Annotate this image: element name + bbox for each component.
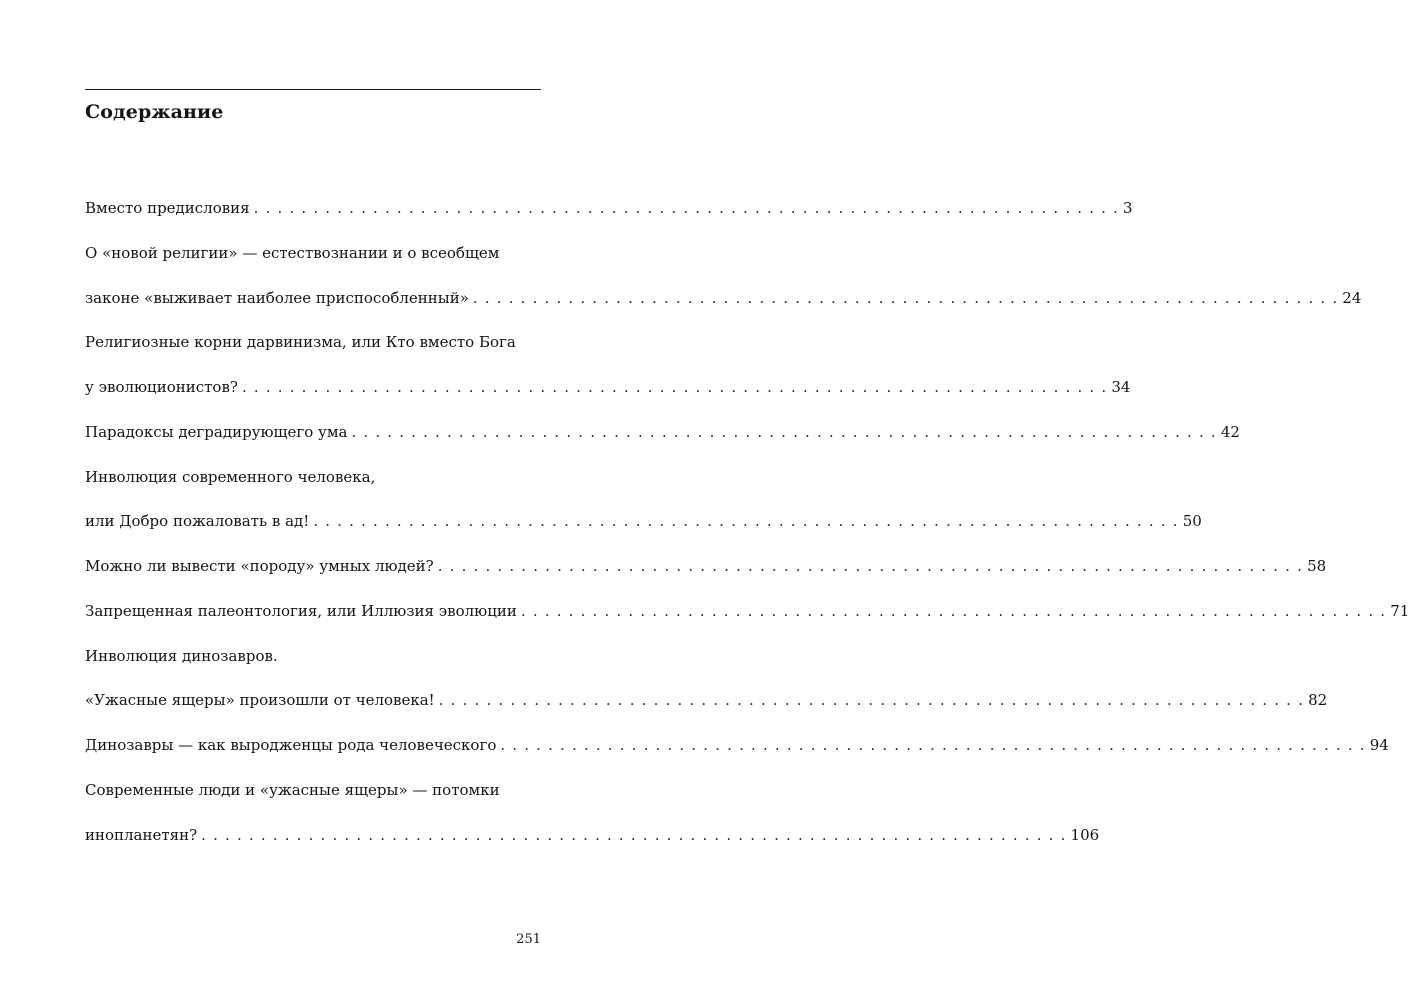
- toc-entry-text: Инволюция динозавров.: [85, 647, 278, 665]
- toc-entry-page: 94: [1369, 736, 1389, 754]
- toc-entry-text: или Добро пожаловать в ад!: [85, 512, 310, 530]
- leader-dots: . . . . . . . . . . . . . . . . . . . . . . . . . . . . . . . . . . . . . . . . . . . . . . . . . . . . . . . . . . . . . . . . . . . . . . . . .: [437, 557, 1304, 575]
- leader-dots: . . . . . . . . . . . . . . . . . . . . . . . . . . . . . . . . . . . . . . . . . . . . . . . . . . . . . . . . . . . . . . . . . . . . . . . . .: [201, 826, 1067, 844]
- toc-entry-page: 58: [1307, 557, 1327, 575]
- toc-entry-text: Современные люди и «ужасные ящеры» — потомки: [85, 781, 500, 799]
- page-number: 251: [516, 932, 541, 947]
- toc-entry: [85, 419, 1240, 445]
- toc-entry-page: 71: [1390, 602, 1409, 620]
- leader-dots: . . . . . . . . . . . . . . . . . . . . . . . . . . . . . . . . . . . . . . . . . . . . . . . . . . . . . . . . . . . . . . . . . . . . . . . . .: [500, 736, 1366, 754]
- toc-entry-text: Парадоксы деградирующего ума: [85, 423, 348, 441]
- toc-entry-page: 42: [1220, 423, 1240, 441]
- toc-entry: [85, 553, 1327, 579]
- toc-entry-page: 34: [1111, 378, 1131, 396]
- header-rule: [85, 89, 541, 90]
- toc-entry: [85, 732, 1389, 758]
- page-title: Содержание: [85, 101, 224, 123]
- toc-entry-page: 106: [1070, 826, 1100, 844]
- toc-entry: [85, 285, 1362, 311]
- toc-entry-text: инопланетян?: [85, 826, 198, 844]
- toc-entry: [85, 687, 1328, 713]
- toc-entry-page: 50: [1182, 512, 1202, 530]
- toc-entry-text: О «новой религии» — естествознании и о всеобщем: [85, 244, 500, 262]
- toc-entry-page: 3: [1123, 199, 1133, 217]
- toc-entry-text: Можно ли вывести «породу» умных людей?: [85, 557, 434, 575]
- toc-entry: [85, 822, 1100, 848]
- toc-entry: [85, 374, 1131, 400]
- toc-entry-text: Вместо предисловия: [85, 199, 250, 217]
- leader-dots: . . . . . . . . . . . . . . . . . . . . . . . . . . . . . . . . . . . . . . . . . . . . . . . . . . . . . . . . . . . . . . . . . . . . . . . . .: [438, 691, 1305, 709]
- toc-entry-line: [85, 777, 541, 803]
- toc-entry: [85, 508, 1202, 534]
- leader-dots: . . . . . . . . . . . . . . . . . . . . . . . . . . . . . . . . . . . . . . . . . . . . . . . . . . . . . . . . . . . . . . . . . . . . . . . . .: [520, 602, 1387, 620]
- leader-dots: . . . . . . . . . . . . . . . . . . . . . . . . . . . . . . . . . . . . . . . . . . . . . . . . . . . . . . . . . . . . . . . . . . . . . . . . .: [313, 512, 1179, 530]
- leader-dots: . . . . . . . . . . . . . . . . . . . . . . . . . . . . . . . . . . . . . . . . . . . . . . . . . . . . . . . . . . . . . . . . . . . . . . . . .: [351, 423, 1217, 441]
- toc-entry-text: у эволюционистов?: [85, 378, 238, 396]
- toc-entry-page: 82: [1308, 691, 1328, 709]
- leader-dots: . . . . . . . . . . . . . . . . . . . . . . . . . . . . . . . . . . . . . . . . . . . . . . . . . . . . . . . . . . . . . . . . . . . . . . . . .: [472, 289, 1339, 307]
- toc-entry-text: «Ужасные ящеры» произошли от человека!: [85, 691, 435, 709]
- toc-entry-line: [85, 464, 541, 490]
- toc-entry-text: Запрещенная палеонтология, или Иллюзия эволюции: [85, 602, 517, 620]
- toc-entry-text: Инволюция современного человека,: [85, 468, 376, 486]
- toc-entry: [85, 598, 1409, 624]
- toc-entry-line: [85, 240, 541, 266]
- toc-entry-text: законе «выживает наиболее приспособленный»: [85, 289, 469, 307]
- toc-entry-line: [85, 643, 541, 669]
- leader-dots: . . . . . . . . . . . . . . . . . . . . . . . . . . . . . . . . . . . . . . . . . . . . . . . . . . . . . . . . . . . . . . . . . . . . . . . . .: [253, 199, 1120, 217]
- leader-dots: . . . . . . . . . . . . . . . . . . . . . . . . . . . . . . . . . . . . . . . . . . . . . . . . . . . . . . . . . . . . . . . . . . . . . . . . .: [241, 378, 1108, 396]
- toc-entry-text: Динозавры — как выродженцы рода человеческого: [85, 736, 497, 754]
- toc-entry-text: Религиозные корни дарвинизма, или Кто вместо Бога: [85, 333, 516, 351]
- toc-entry-page: 24: [1342, 289, 1362, 307]
- toc-entry: [85, 195, 1133, 221]
- toc-entry-line: [85, 329, 541, 355]
